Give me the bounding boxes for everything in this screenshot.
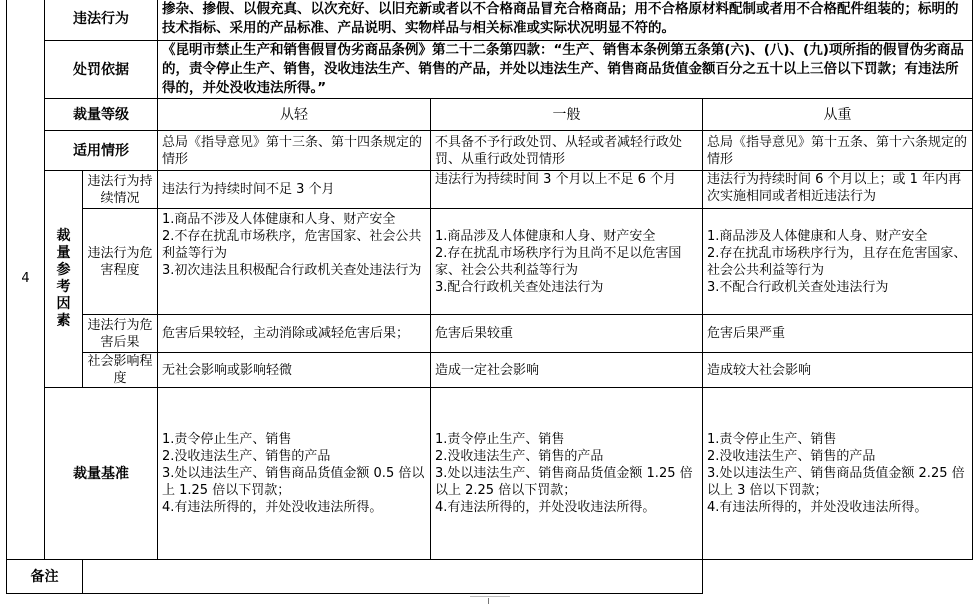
situation-light: 总局《指导意见》第十三条、第十四条规定的情形 <box>158 131 431 171</box>
social-impact-label: 社会影响程度 <box>83 353 158 388</box>
harm-general-item-3: 3.配合行政机关查处违法行为 <box>435 279 604 295</box>
levels-label: 裁量等级 <box>45 99 158 131</box>
consequence-general: 危害后果较重 <box>431 315 703 353</box>
benchmark-heavy-item-2: 2.没收违法生产、销售的产品 <box>707 449 876 464</box>
duration-label: 违法行为持续情况 <box>83 171 158 209</box>
harm-degree-general <box>431 209 703 315</box>
duration-heavy: 违法行为持续时间 6 个月以上；或 1 年内再次实施相同或者相近违法行为 <box>703 171 973 209</box>
benchmark-general-item-1: 1.责令停止生产、销售 <box>435 432 565 447</box>
penalty-discretion-table <box>6 0 973 594</box>
consequence-heavy: 危害后果严重 <box>703 315 973 353</box>
harm-degree-heavy <box>703 209 973 315</box>
factors-label <box>45 171 83 388</box>
harm-heavy-item-1: 1.商品涉及人体健康和人身、财产安全 <box>707 228 928 244</box>
harm-heavy-item-2: 2.存在扰乱市场秩序行为，且存在危害国家、社会公共利益等行为 <box>707 245 967 278</box>
level-general: 一般 <box>431 99 703 131</box>
harm-light-item-2: 2.不存在扰乱市场秩序，危害国家、社会公共利益等行为 <box>162 229 422 261</box>
remarks-value[interactable] <box>83 560 703 594</box>
social-impact-heavy: 造成较大社会影响 <box>703 353 973 388</box>
harm-degree-row <box>7 209 973 315</box>
benchmark-light-item-3: 3.处以违法生产、销售商品货值金额 0.5 倍以上 1.25 倍以下罚款； <box>162 466 425 498</box>
consequence-row <box>7 315 973 353</box>
penalty-basis-label: 处罚依据 <box>45 41 158 99</box>
illegal-act-label: 违法行为 <box>45 0 158 41</box>
consequence-label: 违法行为危害后果 <box>83 315 158 353</box>
harm-degree-label: 违法行为危害程度 <box>83 209 158 315</box>
social-impact-row <box>7 353 973 388</box>
benchmark-heavy-item-3: 3.处以违法生产、销售商品货值金额 2.25 倍以上 3 倍以下罚款； <box>707 466 965 498</box>
level-light: 从轻 <box>158 99 431 131</box>
benchmark-general-item-3: 3.处以违法生产、销售商品货值金额 1.25 倍以上 2.25 倍以下罚款； <box>435 466 693 498</box>
consequence-light: 危害后果较轻，主动消除或减轻危害后果； <box>158 315 431 353</box>
penalty-basis-row <box>7 41 973 99</box>
benchmark-heavy-item-1: 1.责令停止生产、销售 <box>707 432 837 447</box>
benchmark-light-item-2: 2.没收违法生产、销售的产品 <box>162 449 331 464</box>
duration-row <box>7 171 973 209</box>
benchmark-heavy <box>703 388 973 560</box>
social-impact-general: 造成一定社会影响 <box>431 353 703 388</box>
harm-light-item-3: 3.初次违法且积极配合行政机关查处违法行为 <box>162 263 422 278</box>
illegal-act-text: 掺杂、掺假、以假充真、以次充好、以旧充新或者以不合格商品冒充合格商品；用不合格原材料配制或者用不合格配件组装的；标明的技术指标、采用的产品标准、产品说明、实物样品与相关标准或实际状况明显不符的。 <box>158 0 973 41</box>
remarks-label: 备注 <box>7 560 83 594</box>
situations-label: 适用情形 <box>45 131 158 171</box>
benchmark-general <box>431 388 703 560</box>
level-heavy: 从重 <box>703 99 973 131</box>
duration-light: 违法行为持续时间不足 3 个月 <box>158 171 431 209</box>
benchmark-row <box>7 388 973 560</box>
benchmark-heavy-item-4: 4.有违法所得的，并处没收违法所得。 <box>707 500 928 515</box>
illegal-act-row <box>7 0 973 41</box>
penalty-basis-text: 《昆明市禁止生产和销售假冒伪劣商品条例》第二十二条第四款：“生产、销售本条例第五条第(六)、(八)、(九)项所指的假冒伪劣商品的，责令停止生产、销售，没收违法生产、销售的产品，并处以违法生产、销售商品货值金额百分之五十以上三倍以下罚款；有违法所得的，并处没收违法所得。” <box>158 41 973 99</box>
levels-row <box>7 99 973 131</box>
benchmark-light <box>158 388 431 560</box>
factors-label-text: 裁量参考因素 <box>56 228 71 329</box>
benchmark-general-item-2: 2.没收违法生产、销售的产品 <box>435 449 604 464</box>
benchmark-light-item-1: 1.责令停止生产、销售 <box>162 432 292 447</box>
harm-light-item-1: 1.商品不涉及人体健康和人身、财产安全 <box>162 212 396 227</box>
harm-general-item-2: 2.存在扰乱市场秩序行为且尚不足以危害国家、社会公共利益等行为 <box>435 245 682 278</box>
benchmark-light-item-4: 4.有违法所得的，并处没收违法所得。 <box>162 500 383 515</box>
duration-general: 违法行为持续时间 3 个月以上不足 6 个月 <box>431 171 703 209</box>
harm-general-item-1: 1.商品涉及人体健康和人身、财产安全 <box>435 228 656 244</box>
remarks-row <box>7 560 973 594</box>
situation-heavy: 总局《指导意见》第十五条、第十六条规定的情形 <box>703 131 973 171</box>
row-number-cell: 4 <box>7 0 45 560</box>
benchmark-label: 裁量基准 <box>45 388 158 560</box>
situations-row <box>7 131 973 171</box>
text-cursor-marker <box>488 598 489 604</box>
benchmark-general-item-4: 4.有违法所得的，并处没收违法所得。 <box>435 500 656 515</box>
harm-heavy-item-3: 3.不配合行政机关查处违法行为 <box>707 279 889 295</box>
situation-general: 不具备不予行政处罚、从轻或者减轻行政处罚、从重行政处罚情形 <box>431 131 703 171</box>
social-impact-light: 无社会影响或影响轻微 <box>158 353 431 388</box>
harm-degree-light <box>158 209 431 315</box>
